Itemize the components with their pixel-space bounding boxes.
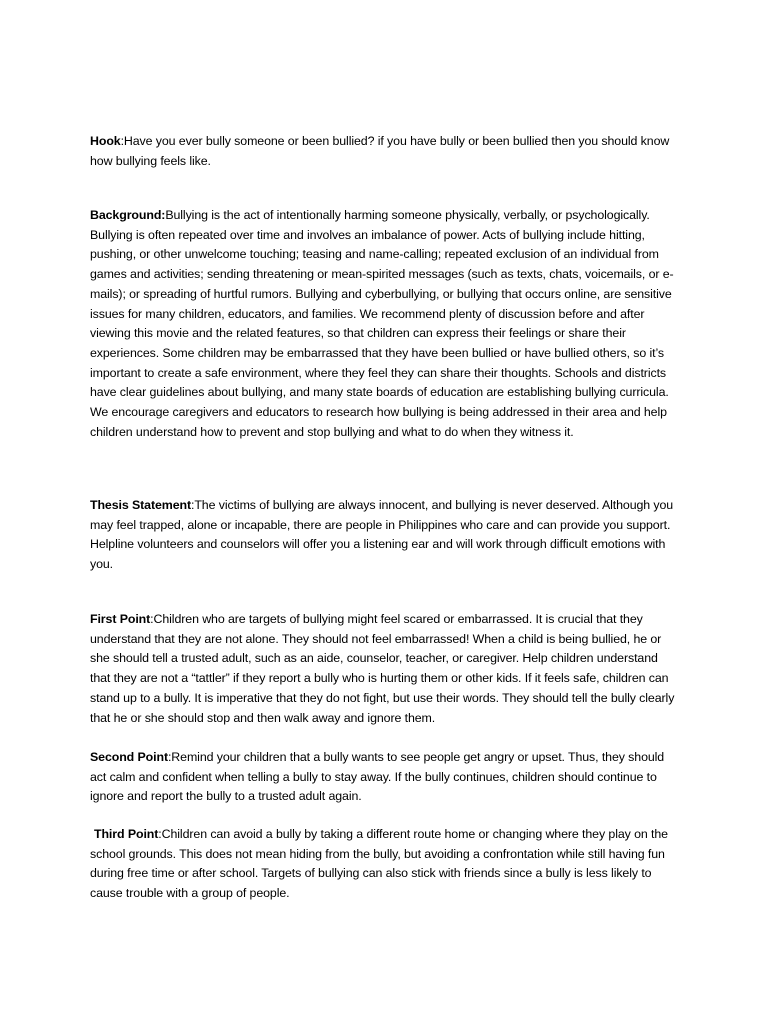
background-label: Background: bbox=[90, 208, 166, 222]
third-point-text: :Children can avoid a bully by taking a different route home or changing where they play on the school grounds. This does not mean hiding from the bully, but avoiding a confrontation while still having fun during free time or after school. Targets of bullying can also stick with friends since a bully is less likely to cause trouble with a group of people. bbox=[90, 827, 668, 901]
first-point-paragraph bbox=[90, 610, 680, 728]
hook-paragraph bbox=[90, 132, 680, 171]
first-point-text: :Children who are targets of bullying might feel scared or embarrassed. It is crucial that they understand that they are not alone. They should not feel embarrassed! When a child is being bullied, he or she should tell a trusted adult, such as an aide, counselor, teacher, or caregiver. Help children understand that they are not a “tattler” if they report a bully who is hurting them or other kids. If it feels safe, children can stand up to a bully. It is imperative that they do not fight, but use their words. They should tell the bully clearly that he or she should stop and then walk away and ignore them. bbox=[90, 612, 675, 725]
second-point-label: Second Point bbox=[90, 750, 168, 764]
third-point-label: Third Point bbox=[94, 827, 159, 841]
third-point-paragraph bbox=[90, 825, 680, 904]
second-point-text: :Remind your children that a bully wants to see people get angry or upset. Thus, they should act calm and confident when telling a bully to stay away. If the bully continues, children should continue to ignore and report the bully to a trusted adult again. bbox=[90, 750, 665, 804]
hook-text: :Have you ever bully someone or been bullied? if you have bully or been bullied then you should know how bullying feels like. bbox=[90, 134, 670, 168]
second-point-paragraph bbox=[90, 748, 680, 807]
thesis-paragraph bbox=[90, 496, 680, 575]
hook-label: Hook bbox=[90, 134, 121, 148]
background-text: Bullying is the act of intentionally harming someone physically, verbally, or psychologically. Bullying is often repeated over time and involves an imbalance of power. Acts of bullying include hitting, pushing, or other unwelcome touching; teasing and name-calling; repeated exclusion of an individual from games and activities; sending threatening or mean-spirited messages (such as texts, chats, voicemails, or e-mails); or spreading of hurtful rumors. Bullying and cyberbullying, or bullying that occurs online, are sensitive issues for many children, educators, and families. We recommend plenty of discussion before and after viewing this movie and the related features, so that children can express their feelings or share their experiences. Some children may be embarrassed that they have been bullied or have bullied others, so it’s important to create a safe environment, where they feel they can share their thoughts. Schools and districts have clear guidelines about bullying, and many state boards of education are establishing bullying curricula. We encourage caregivers and educators to research how bullying is being addressed in their area and help children understand how to prevent and stop bullying and what to do when they witness it. bbox=[90, 208, 674, 439]
first-point-label: First Point bbox=[90, 612, 151, 626]
thesis-text: :The victims of bullying are always innocent, and bullying is never deserved. Although you may feel trapped, alone or incapable, there are people in Philippines who care and can provide you support. Helpline volunteers and counselors will offer you a listening ear and will work through difficult emotions with you. bbox=[90, 498, 674, 572]
background-paragraph bbox=[90, 206, 680, 442]
thesis-label: Thesis Statement bbox=[90, 498, 191, 512]
